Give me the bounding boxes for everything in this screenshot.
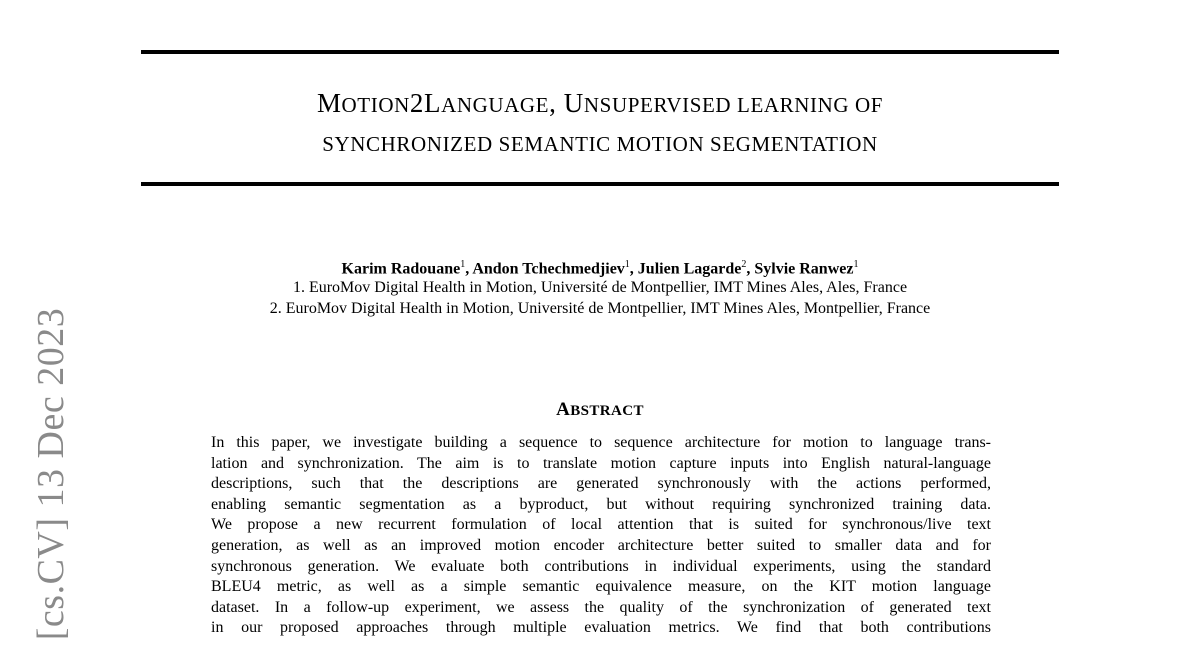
title-part: , U bbox=[549, 88, 584, 118]
author-name: Andon Tchechmedjiev bbox=[472, 260, 625, 278]
affiliation-2: 2. EuroMov Digital Health in Motion, Université de Montpellier, IMT Mines Ales, Montpellier, France bbox=[269, 300, 931, 317]
author-separator: , bbox=[746, 260, 755, 278]
arxiv-side-stamp: [cs.CV] 13 Dec 2023 bbox=[30, 307, 72, 641]
title-part: M bbox=[316, 88, 342, 118]
abstract-heading-rest: BSTRACT bbox=[570, 403, 644, 419]
affiliation-1: 1. EuroMov Digital Health in Motion, Université de Montpellier, IMT Mines Ales, Ales, France bbox=[292, 279, 908, 296]
author-name: Sylvie Ranwez bbox=[754, 260, 854, 278]
author-affil-mark: 1 bbox=[460, 259, 466, 270]
title-part: 2L bbox=[409, 88, 442, 118]
author-list bbox=[0, 255, 1200, 279]
author-name: Karim Radouane bbox=[341, 260, 461, 278]
title-part: NSUPERVISED LEARNING OF bbox=[583, 93, 884, 117]
abstract-line: We propose a new recurrent formulation of local attention that is suited for synchronous/live text bbox=[211, 516, 991, 534]
abstract-body bbox=[211, 433, 991, 639]
abstract-line: BLEU4 metric, as well as a simple semantic equivalence measure, on the KIT motion language bbox=[211, 578, 991, 596]
abstract-line: In this paper, we investigate building a sequence to sequence architecture for motion to language trans- bbox=[211, 434, 991, 451]
abstract-line: synchronous generation. We evaluate both contributions in individual experiments, using the standard bbox=[211, 557, 991, 575]
author-affil-mark: 1 bbox=[853, 259, 859, 270]
title-top-rule bbox=[141, 50, 1059, 54]
author-name: Julien Lagarde bbox=[637, 260, 742, 278]
author-affil-mark: 1 bbox=[624, 259, 630, 270]
paper-title-line-2 bbox=[141, 122, 1059, 164]
abstract-line: dataset. In a follow-up experiment, we assess the quality of the synchronization of generated text bbox=[211, 598, 991, 616]
title-part: ANGUAGE bbox=[441, 93, 550, 117]
title-part: SYNCHRONIZED SEMANTIC MOTION SEGMENTATION bbox=[322, 132, 878, 156]
abstract-line: in our proposed approaches through multiple evaluation metrics. We find that both contributions bbox=[211, 619, 991, 637]
author-separator: , bbox=[465, 260, 473, 278]
abstract-heading-initial: A bbox=[556, 399, 571, 420]
title-bottom-rule bbox=[141, 182, 1059, 186]
author-affil-mark: 2 bbox=[741, 259, 747, 270]
abstract-line: generation, as well as an improved motion encoder architecture better suited to smaller data and for bbox=[211, 536, 991, 554]
abstract-heading bbox=[0, 398, 1200, 423]
title-part: OTION bbox=[341, 93, 410, 117]
paper-title-line-1 bbox=[141, 83, 1059, 125]
author-separator: , bbox=[629, 260, 638, 278]
abstract-line: lation and synchronization. The aim is to translate motion capture inputs into English natural-language bbox=[211, 454, 991, 472]
abstract-line: descriptions, such that the descriptions are generated synchronously with the actions performed, bbox=[211, 475, 991, 493]
abstract-line: enabling semantic segmentation as a byproduct, but without requiring synchronized training data. bbox=[211, 495, 991, 513]
